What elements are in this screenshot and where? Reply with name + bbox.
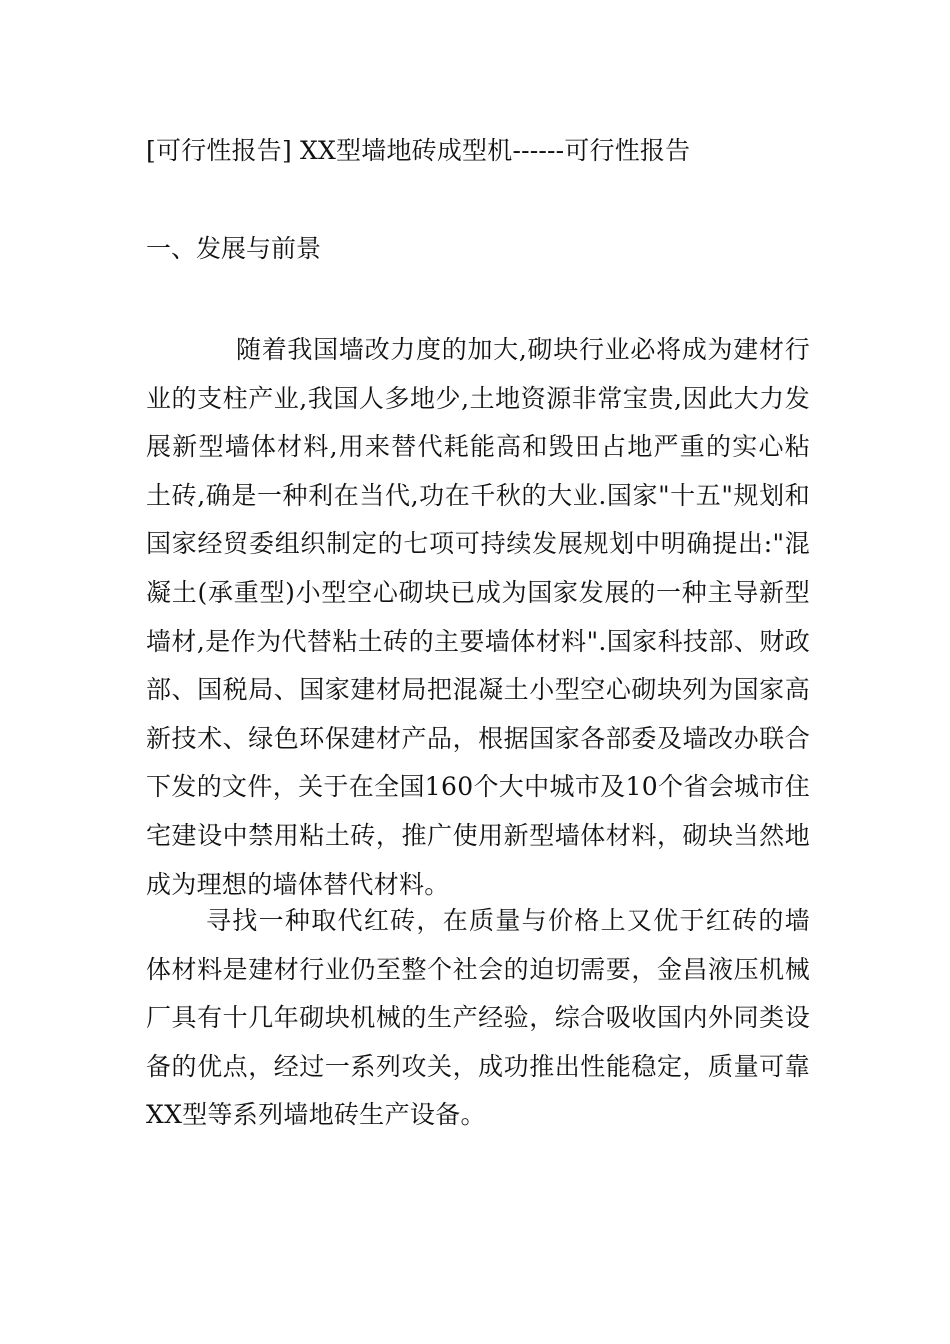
document-title: [可行性报告] XX型墙地砖成型机------可行性报告 — [146, 136, 691, 165]
section-heading: 一、发展与前景 — [146, 234, 322, 263]
paragraph-2: 寻找一种取代红砖，在质量与价格上又优于红砖的墙体材料是建材行业仍至整个社会的迫切需要，金昌液压机械厂具有十几年砌块机械的生产经验，综合吸收国内外同类设备的优点，经过一系列攻关，成功推出性能稳定，质量可靠XX型等系列墙地砖生产设备。 — [146, 906, 810, 1130]
paragraph-1: 随着我国墙改力度的加大,砌块行业必将成为建材行业的支柱产业,我国人多地少,土地资源非常宝贵,因此大力发展新型墙体材料,用来替代耗能高和毁田占地严重的实心粘土砖,确是一种利在当代,功在千秋的大业.国家"十五"规划和国家经贸委组织制定的七项可持续发展规划中明确提出:"混凝土(承重型)小型空心砌块已成为国家发展的一种主导新型墙材,是作为代替粘土砖的主要墙体材料".国家科技部、财政部、国税局、国家建材局把混凝土小型空心砌块列为国家高新技术、绿色环保建材产品，根据国家各部委及墙改办联合下发的文件，关于在全国160个大中城市及10个省会城市住宅建设中禁用粘土砖，推广使用新型墙体材料，砌块当然地成为理想的墙体替代材料。 — [146, 335, 810, 899]
